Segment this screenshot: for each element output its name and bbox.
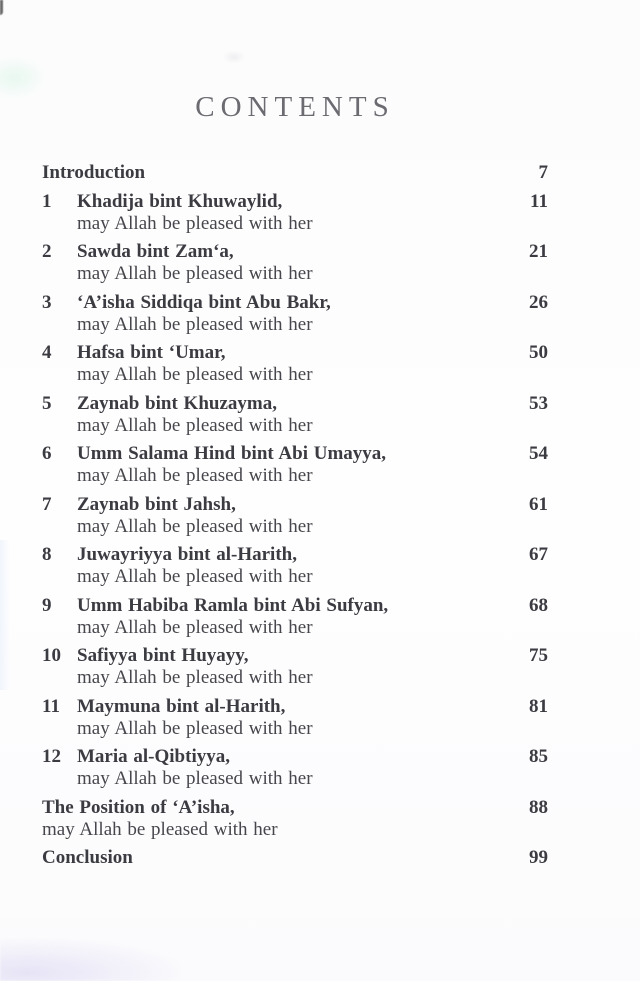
chapter-title: Conclusion [42,847,133,868]
chapter-title: Introduction [42,162,146,183]
chapter-subtitle: may Allah be pleased with her [77,414,313,436]
page-number: 7 [538,162,548,183]
scan-smudge [0,55,48,100]
chapter-text [42,162,504,184]
chapter-subtitle: may Allah be pleased with her [77,768,313,789]
chapter-title: Juwayriyya bint al-Harith, [77,544,297,565]
page-number: 26 [529,291,548,313]
chapter-title: Hafsa bint ‘Umar, [77,342,226,363]
chapter-subtitle: may Allah be pleased with her [77,212,313,234]
chapter-number: 9 [42,594,52,616]
toc-entry [42,746,548,790]
toc-entry [42,645,548,689]
chapter-subtitle: may Allah be pleased with her [77,616,313,638]
chapter-text [77,443,504,487]
chapter-number: 10 [42,645,61,666]
chapter-subtitle: may Allah be pleased with her [42,818,278,840]
page-number: 21 [529,241,548,262]
scan-smudge [0,938,180,981]
toc-entry [42,162,548,184]
chapter-title: Maymuna bint al-Harith, [77,695,286,717]
toc-entry [42,797,548,841]
toc-entry [42,342,548,386]
chapter-number: 11 [42,695,60,717]
chapter-subtitle: may Allah be pleased with her [77,313,313,335]
page-number: 54 [529,443,548,464]
chapter-number: 8 [42,544,52,565]
chapter-text [77,241,504,285]
page-number: 50 [529,342,548,363]
chapter-title: Safiyya bint Huyayy, [77,645,249,666]
chapter-text [77,342,504,386]
chapter-text [77,595,504,639]
chapter-title: Sawda bint Zam‘a, [77,241,234,262]
chapter-number: 3 [42,291,52,313]
chapter-title: Zaynab bint Jahsh, [77,493,236,515]
chapter-text [77,544,504,588]
page-number: 85 [529,746,548,767]
chapter-text [42,797,504,841]
chapter-title: Umm Salama Hind bint Abi Umayya, [77,443,387,464]
chapter-subtitle: may Allah be pleased with her [77,515,313,537]
toc-entry [42,241,548,285]
page-number: 75 [529,645,548,666]
chapter-text [77,393,504,437]
page-number: 53 [529,392,548,414]
page-number: 81 [529,695,548,717]
scan-edge-mark [0,0,3,15]
chapter-text [77,191,504,235]
chapter-subtitle: may Allah be pleased with her [77,667,313,688]
table-of-contents [42,162,548,876]
page-number: 11 [530,190,548,212]
page-title: CONTENTS [195,91,395,123]
chapter-number: 5 [42,392,52,414]
toc-entry [42,595,548,639]
toc-entry [42,191,548,235]
chapter-subtitle: may Allah be pleased with her [77,263,313,284]
toc-entry [42,494,548,538]
page-number: 67 [529,544,548,565]
chapter-text [77,494,504,538]
toc-entry [42,696,548,740]
chapter-subtitle: may Allah be pleased with her [77,364,313,385]
page-number: 99 [529,847,548,868]
chapter-title: ‘A’isha Siddiqa bint Abu Bakr, [77,291,331,313]
chapter-number: 7 [42,493,52,515]
toc-entry [42,443,548,487]
chapter-subtitle: may Allah be pleased with her [77,465,313,486]
page-number: 61 [529,493,548,515]
chapter-text [42,847,504,869]
toc-entry [42,292,548,336]
scan-smudge [0,540,10,690]
chapter-title: Zaynab bint Khuzayma, [77,392,277,414]
toc-entry [42,847,548,869]
scan-smudge [222,50,246,64]
chapter-number: 6 [42,443,52,464]
chapter-text [77,746,504,790]
chapter-text [77,645,504,689]
chapter-subtitle: may Allah be pleased with her [77,717,313,739]
chapter-title: Umm Habiba Ramla bint Abi Sufyan, [77,594,389,616]
page-number: 88 [529,796,548,818]
chapter-title: The Position of ‘A’isha, [42,796,235,818]
chapter-text [77,696,504,740]
chapter-title: Khadija bint Khuwaylid, [77,190,283,212]
toc-entry [42,393,548,437]
chapter-title: Maria al-Qibtiyya, [77,746,230,767]
page-number: 68 [529,594,548,616]
chapter-subtitle: may Allah be pleased with her [77,566,313,587]
chapter-number: 2 [42,241,52,262]
chapter-number: 1 [42,190,52,212]
toc-entry [42,544,548,588]
chapter-number: 4 [42,342,52,363]
chapter-text [77,292,504,336]
chapter-number: 12 [42,746,61,767]
